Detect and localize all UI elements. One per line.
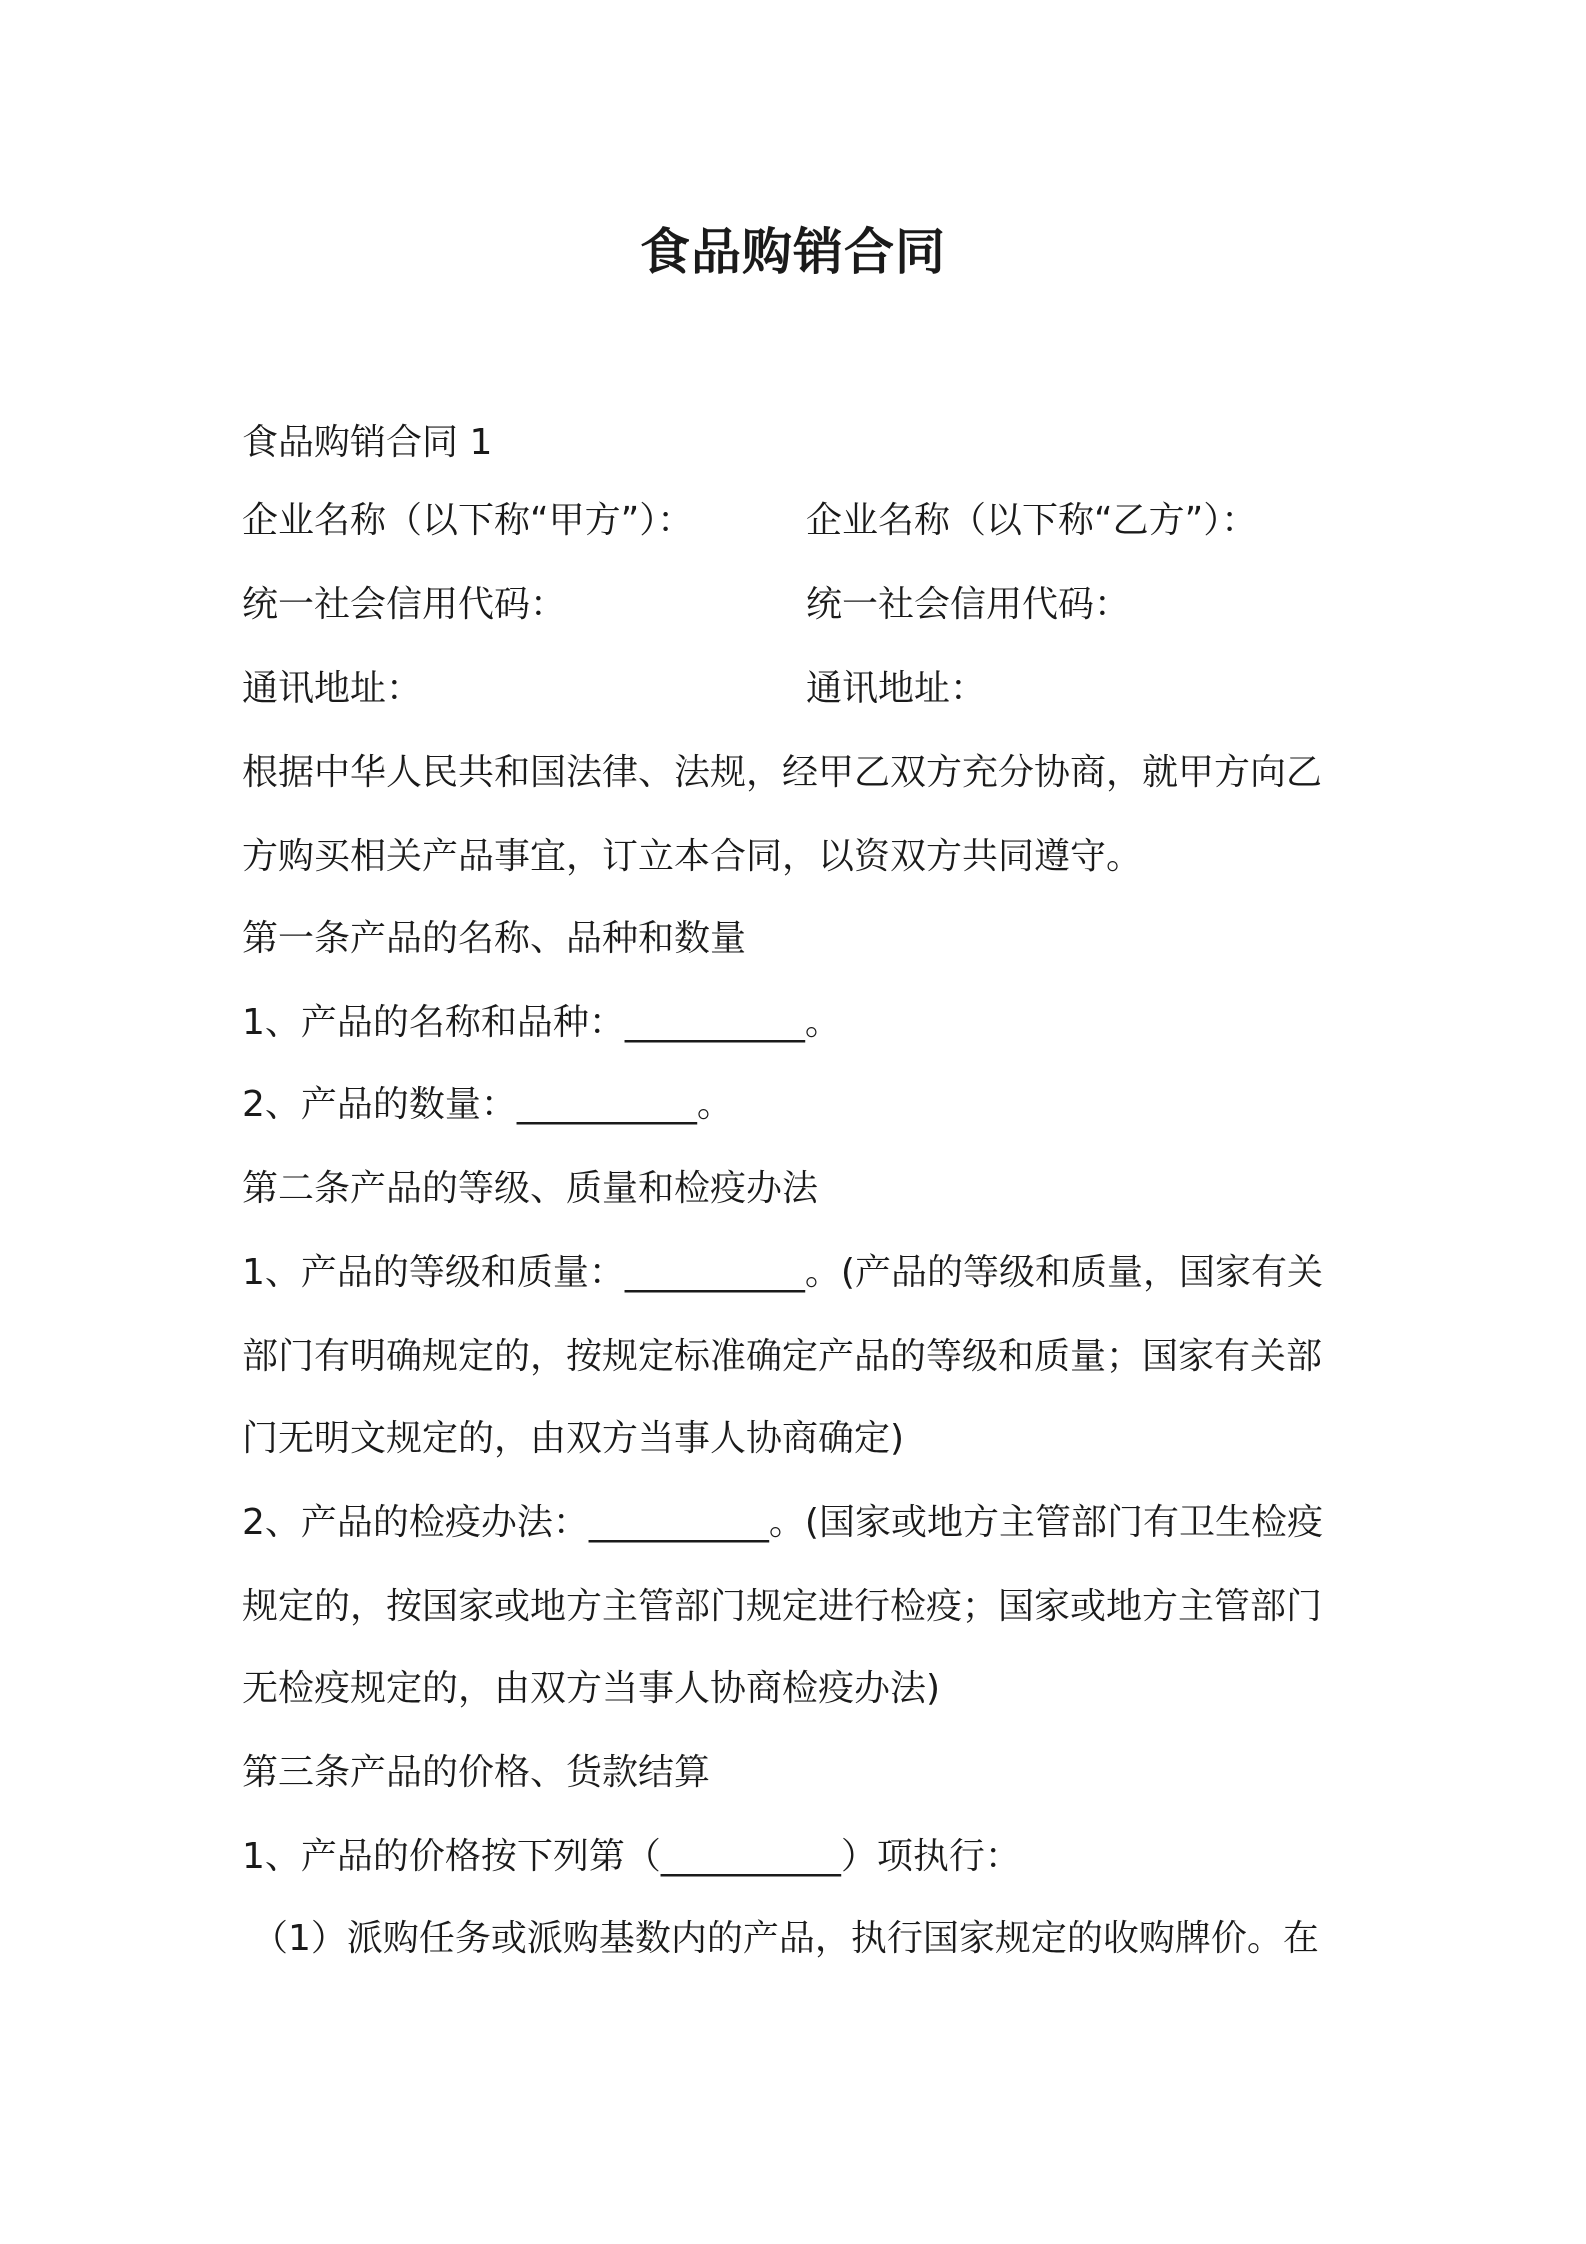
document-title: 食品购销合同 bbox=[640, 223, 946, 281]
article2-item1-line2: 部门有明确规定的，按规定标准确定产品的等级和质量；国家有关部 bbox=[242, 1336, 1323, 1377]
article3-item1: 1、产品的价格按下列第（__________）项执行： bbox=[242, 1836, 1021, 1877]
party-b-credit-code: 统一社会信用代码： bbox=[806, 584, 1131, 625]
article1-heading: 第一条产品的名称、品种和数量 bbox=[242, 918, 747, 959]
party-a-name: 企业名称（以下称“甲方”）： bbox=[242, 500, 694, 541]
article2-heading: 第二条产品的等级、质量和检疫办法 bbox=[242, 1168, 819, 1209]
article1-item1: 1、产品的名称和品种：__________。 bbox=[242, 1002, 841, 1043]
article2-item1-line1: 1、产品的等级和质量：__________。(产品的等级和质量，国家有关 bbox=[242, 1252, 1323, 1293]
article2-item1-line3: 门无明文规定的，由双方当事人协商确定) bbox=[242, 1418, 905, 1459]
intro-line-2: 方购买相关产品事宜，订立本合同，以资双方共同遵守。 bbox=[242, 836, 1143, 877]
party-b-name: 企业名称（以下称“乙方”）： bbox=[806, 500, 1258, 541]
article2-item2-line2: 规定的，按国家或地方主管部门规定进行检疫；国家或地方主管部门 bbox=[242, 1586, 1323, 1627]
intro-line-1: 根据中华人民共和国法律、法规，经甲乙双方充分协商，就甲方向乙 bbox=[242, 752, 1323, 793]
article3-heading: 第三条产品的价格、货款结算 bbox=[242, 1752, 711, 1793]
contract-subtitle: 食品购销合同 1 bbox=[242, 422, 493, 463]
party-a-address: 通讯地址： bbox=[242, 668, 423, 709]
article1-item2: 2、产品的数量：__________。 bbox=[242, 1084, 733, 1125]
article2-item2-line3: 无检疫规定的，由双方当事人协商检疫办法) bbox=[242, 1668, 941, 1709]
party-b-address: 通讯地址： bbox=[806, 668, 987, 709]
article3-sub1: （1）派购任务或派购基数内的产品，执行国家规定的收购牌价。在 bbox=[252, 1918, 1319, 1959]
party-a-credit-code: 统一社会信用代码： bbox=[242, 584, 567, 625]
article2-item2-line1: 2、产品的检疫办法：__________。(国家或地方主管部门有卫生检疫 bbox=[242, 1502, 1323, 1543]
